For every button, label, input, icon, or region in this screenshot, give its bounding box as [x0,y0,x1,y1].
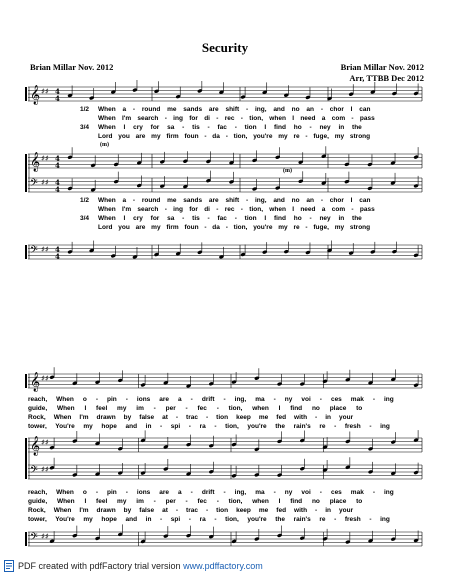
pdf-footer [18,561,263,571]
time-signature: 4 [55,252,60,261]
lyric-line: When I'm search - ing for di - rec - tion, when I need a com - pass [98,206,375,213]
bass-clef: 𝄢 [30,244,38,258]
footer-link[interactable]: www.pdffactory.com [183,561,263,571]
lyric-line: When I'm search - ing for di - rec - tion, when I need a com - pass [98,115,375,122]
bass-clef: 𝄢 [30,531,38,545]
staff-system-4-treble [28,372,422,392]
staff-system-1 [28,85,422,105]
note-row [55,146,419,170]
dynamic-marking: (m) [100,142,109,148]
staff-system-3-bass [28,244,422,259]
verse-number: 1/2 [80,197,90,204]
time-signature: 4 [55,87,60,96]
lyric-line: tower, You're my hope and in - spi - ra - tion, you're the rain's re - fresh - ing [28,423,390,430]
key-signature: ♯♯ [41,154,49,163]
arranger-line-2: Arr, TTBB Dec 2012 [349,73,424,83]
lyric-line: guide, When I feel my im - per - fec - tion, when I find no place to [28,405,363,412]
lyric-line: reach, When o - pin - ions are a - drift - ing, ma - ny voi - ces mak - ing [28,489,394,496]
key-signature: ♯♯ [41,87,49,96]
lyric-line: Lord you are my firm foun - da - tion, you're my re - fuge, my strong [98,133,371,140]
dynamic-marking: (m) [283,168,292,174]
pdf-icon [4,560,14,572]
note-row [55,80,419,103]
lyric-line: When a - round me sands are shift - ing, and no an - chor I can [98,106,371,113]
key-signature: ♯♯ [41,438,49,447]
bass-clef: 𝄢 [30,177,38,191]
page-title: Security [201,40,249,55]
footer-text: PDF created with pdfFactory trial version [18,561,181,571]
time-signature: 4 [55,245,60,254]
staff-system-6-bass [28,531,422,546]
key-signature: ♯♯ [41,374,49,383]
treble-clef: 𝄞 [30,436,41,456]
verse-number: 3/4 [80,215,90,222]
lyric-line: reach, When o - pin - ions are a - drift - ing, ma - ny voi - ces mak - ing [28,396,394,403]
lyric-line: Rock, When I'm drawn by false at - trac - tion keep me fed with - in your [28,414,354,421]
treble-clef: 𝄞 [30,85,41,105]
composer-credit: Brian Millar Nov. 2012 [30,62,114,72]
lyric-line: When I cry for sa - tis - fac - tion I find ho - ney in the [98,215,362,222]
bass-clef: 𝄢 [30,464,38,478]
key-signature: ♯♯ [41,465,49,474]
lyric-line: guide, When I feel my im - per - fec - tion, when I find no place to [28,498,363,505]
time-signature: 4 [55,161,60,170]
note-row [55,240,419,261]
key-signature: ♯♯ [41,532,49,541]
time-signature: 4 [55,154,60,163]
treble-clef: 𝄞 [30,372,41,392]
verse-number: 1/2 [80,106,90,113]
key-signature: ♯♯ [41,245,49,254]
lyric-line: tower, You're my hope and in - spi - ra - tion, you're the rain's re - fresh - ing [28,516,390,523]
staff-system-5-treble [28,436,422,456]
time-signature: 4 [55,185,60,194]
key-signature: ♯♯ [41,178,49,187]
time-signature: 4 [55,94,60,103]
note-row [55,171,419,194]
lyric-line: Rock, When I'm drawn by false at - trac - tion keep me fed with - in your [28,507,354,514]
staff-system-2-bass [28,177,422,192]
lyric-line: When I cry for sa - tis - fac - tion I find ho - ney in the [98,124,362,131]
time-signature: 4 [55,178,60,187]
staff-system-5-bass [28,464,422,479]
lyric-line: Lord you are my firm foun - da - tion, you're my re - fuge, my strong [98,224,371,231]
notes [49,80,418,546]
staff-system-2-treble [28,152,422,172]
lyric-line: When a - round me sands are shift - ing, and no an - chor I can [98,197,371,204]
staves [26,85,422,546]
verse-number: 3/4 [80,124,90,131]
treble-clef: 𝄞 [30,152,41,172]
arranger-line-1: Brian Millar Nov. 2012 [340,62,424,72]
